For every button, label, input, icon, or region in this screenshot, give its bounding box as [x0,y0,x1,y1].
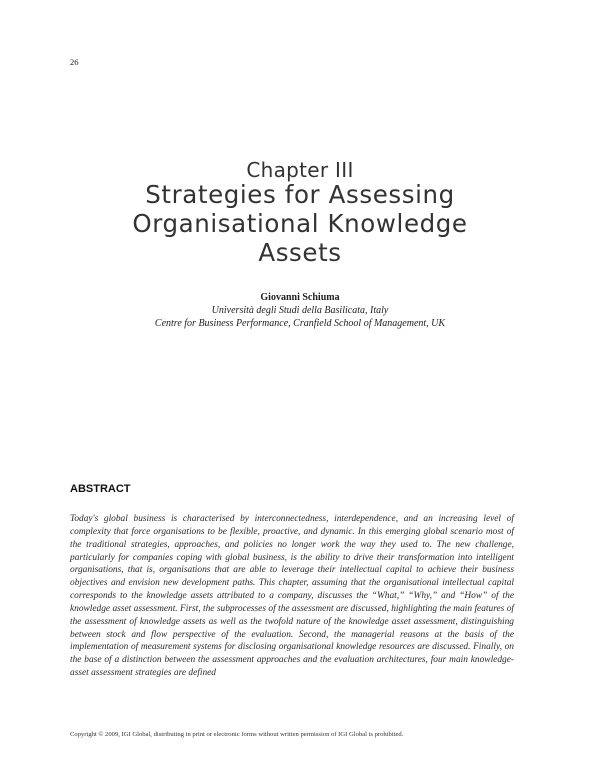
abstract-heading: ABSTRACT [70,483,131,495]
author-name: Giovanni Schiuma [260,292,340,303]
chapter-title [60,180,540,267]
chapter-title-line: Assets [258,238,342,267]
author-affiliation: Centre for Business Performance, Cranfield School of Management, UK [154,318,446,329]
chapter-title-line: Strategies for Assessing [145,180,455,209]
copyright-notice: Copyright © 2009, IGI Global, distributing in print or electronic forms without written permission of IGI Global is prohibited. [70,731,404,738]
chapter-label: Chapter III [246,158,354,182]
chapter-title-line: Organisational Knowledge [132,209,468,238]
author-affiliation: Università degli Studi della Basilicata, Italy [211,305,389,316]
page-number: 26 [70,57,79,67]
author-block [0,291,600,330]
abstract-body: Today's global business is characterised by interconnectedness, interdependence, and an increasing level of complexity that force organisations to be flexible, proactive, and dynamic. In this emerging global scenario most of the traditional strategies, approaches, and policies no longer work the way they used to. The new challenge, particularly for companies coping with global business, is the ability to drive their transformation into intelligent organisations, that is, organisations that are able to leverage their intellectual capital to achieve their business objectives and envision new development paths. This chapter, assuming that the organisational intellectual capital corresponds to the knowledge assets attributed to a company, discusses the “What,” “Why,” and “How” of the knowledge asset assessment. First, the subprocesses of the assessment are discussed, highlighting the main features of the assessment of knowledge assets as well as the twofold nature of the knowledge asset assessment, distinguishing between stock and flow perspective of the evaluation. Second, the managerial reasons at the basis of the implementation of measurement systems for disclosing organisational knowledge resources are discussed. Finally, on the base of a distinction between the assessment approaches and the evaluation architectures, four main knowledge-asset assessment strategies are defined [70,514,514,679]
